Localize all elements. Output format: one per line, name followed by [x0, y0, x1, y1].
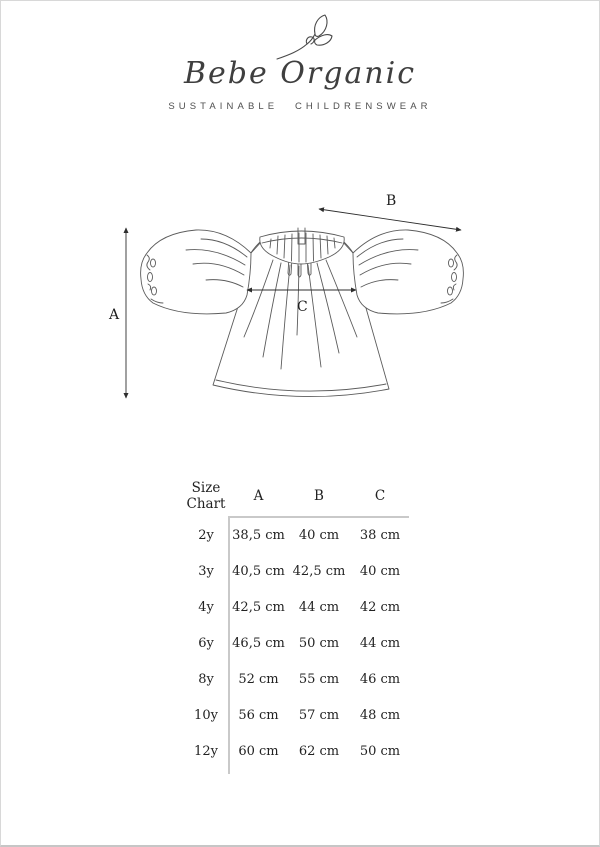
- measure-label-c: C: [297, 299, 308, 315]
- a-cell: 42,5 cm: [232, 599, 285, 615]
- a-cell: 60 cm: [238, 743, 279, 759]
- b-cell: 57 cm: [298, 707, 340, 723]
- c-cell: 48 cm: [359, 707, 401, 723]
- c-cell: 42 cm: [359, 599, 401, 615]
- c-cell: 50 cm: [359, 743, 401, 759]
- size-cell: 8y: [198, 671, 214, 687]
- size-cell: 3y: [198, 563, 214, 579]
- measure-b-arrow: [319, 209, 461, 230]
- b-cell: 55 cm: [298, 671, 340, 687]
- c-cell: 40 cm: [359, 563, 401, 579]
- size-chart-header: Size Chart: [186, 480, 226, 512]
- col-header-b: B: [314, 488, 324, 505]
- size-cell: 12y: [194, 743, 218, 759]
- size-chart-table: [184, 477, 411, 769]
- measure-label-a: A: [109, 307, 120, 323]
- size-cell: 10y: [194, 707, 218, 723]
- size-cell: 4y: [198, 599, 214, 615]
- measure-label-b: B: [386, 193, 397, 209]
- col-header-c: C: [374, 488, 386, 505]
- c-cell: 46 cm: [359, 671, 401, 687]
- b-cell: 50 cm: [298, 635, 340, 651]
- a-cell: 56 cm: [238, 707, 279, 723]
- b-cell: 62 cm: [298, 743, 340, 759]
- b-cell: 40 cm: [298, 527, 340, 543]
- c-cell: 38 cm: [359, 527, 401, 543]
- size-cell: 2y: [198, 527, 214, 543]
- a-cell: 52 cm: [238, 671, 279, 687]
- a-cell: 46,5 cm: [232, 635, 285, 651]
- brand-name: Bebe Organic: [183, 56, 417, 91]
- brand-tagline: SUSTAINABLE CHILDRENSWEAR: [168, 101, 432, 112]
- garment-sleeve-right: [353, 230, 463, 314]
- a-cell: 38,5 cm: [232, 527, 285, 543]
- a-cell: 40,5 cm: [232, 563, 285, 579]
- b-cell: 42,5 cm: [292, 563, 346, 579]
- c-cell: 44 cm: [359, 635, 401, 651]
- garment-sleeve-left: [141, 230, 251, 314]
- b-cell: 44 cm: [298, 599, 340, 615]
- size-cell: 6y: [198, 635, 214, 651]
- col-header-a: A: [253, 488, 264, 505]
